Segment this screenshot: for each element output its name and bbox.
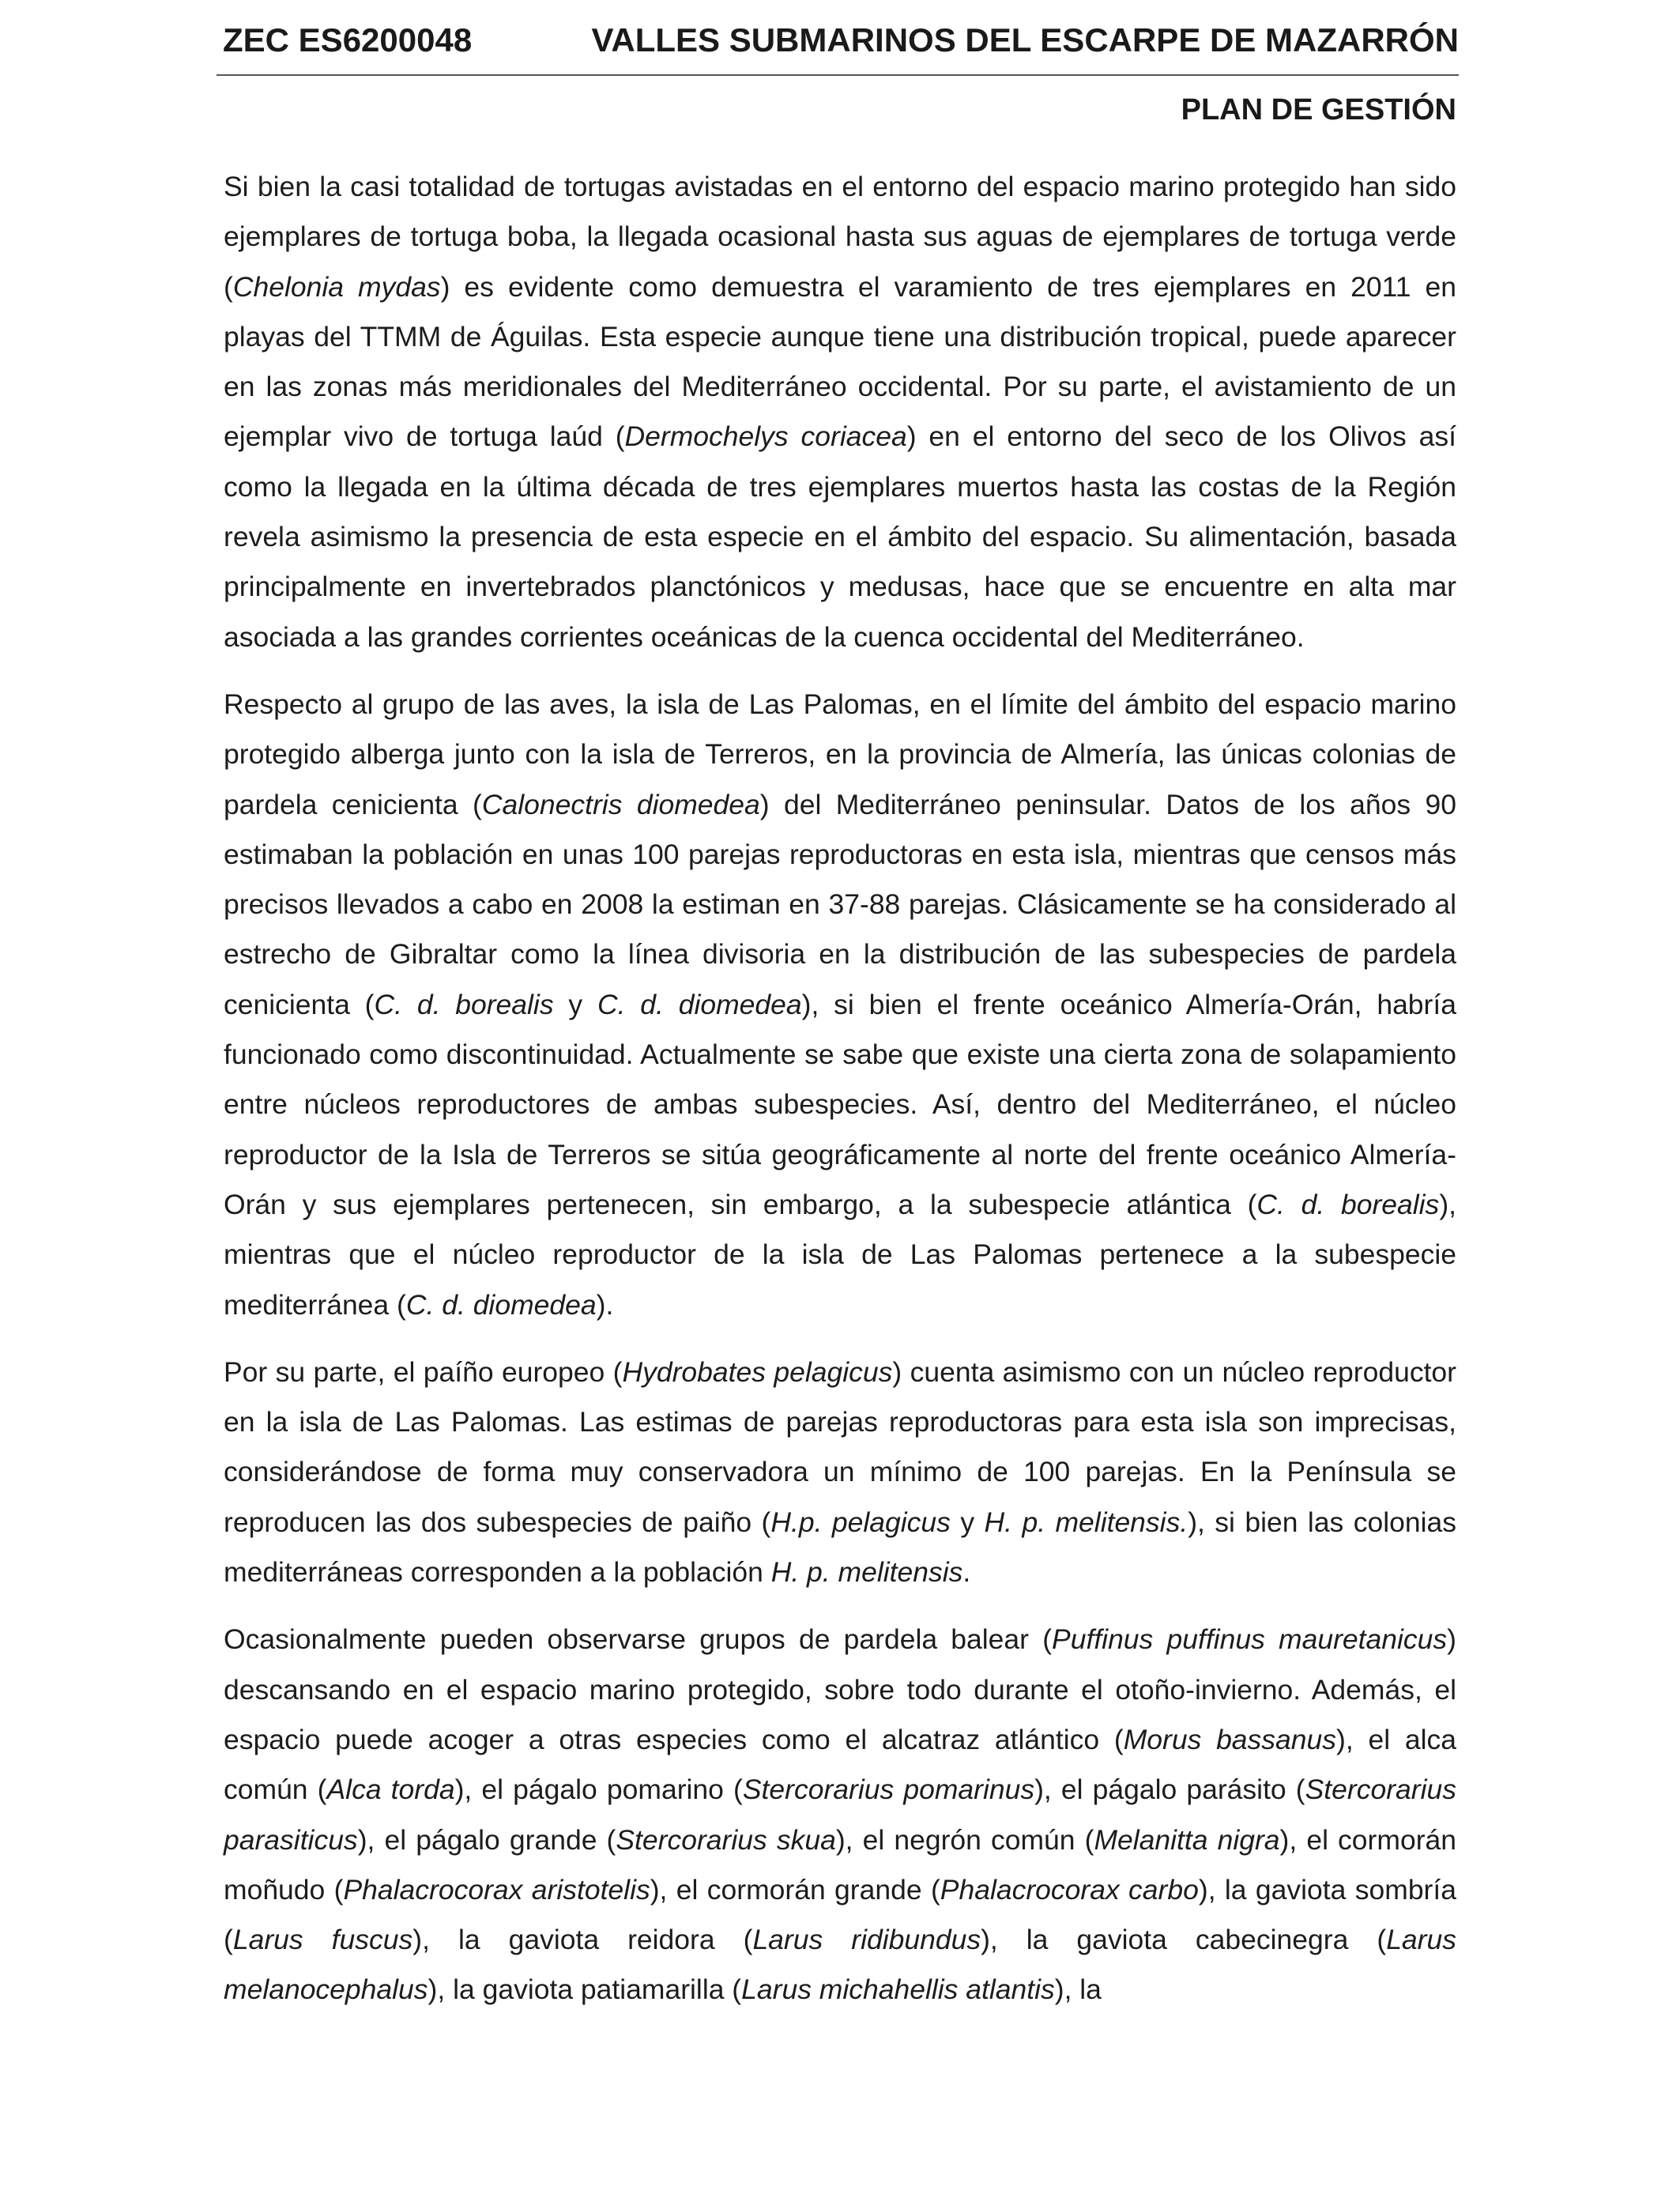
species-name: C. d. borealis [374,988,554,1020]
text-run: ), mientras que el núcleo reproductor de la isla de Las Palomas pertenece a la subespecie mediterránea ( [224,1188,1456,1321]
species-name: H.p. pelagicus [770,1506,951,1538]
species-name: C. d. diomedea [597,988,802,1020]
text-run: . [962,1556,971,1589]
text-run: ) cuenta asimismo con un núcleo reproductor en la isla de Las Palomas. Las estimas de parejas reproductoras para esta isla son imprecisas, considerándose de forma muy conservadora un mínimo de 100 parejas. En la Península se reproducen las dos subespecies de paiño ( [224,1355,1456,1538]
species-name: Alca torda [326,1774,455,1806]
species-name: Larus melanocephalus [224,1924,1456,2006]
species-name: Dermochelys coriacea [624,420,907,453]
species-name: Puffinus puffinus mauretanicus [1052,1623,1448,1656]
text-run: ) en el entorno del seco de los Olivos así como la llegada en la última década de tres ejemplares muertos hasta las costas de la Región revela asimismo la presencia de esta especie en el ámbito del espacio. Su alimentación, basada principalmente en invertebrados planctónicos y medusas, hace que se encuentre en alta mar asociada a las grandes corrientes oceánicas de la cuenca occidental del Mediterráneo. [224,420,1456,653]
running-header [223,8,1459,73]
species-name: Stercorarius pomarinus [742,1774,1035,1806]
species-name: Larus ridibundus [752,1924,981,1956]
text-run: ), el cormorán moñudo ( [224,1823,1456,1906]
paragraph [224,1348,1456,1597]
paragraph [224,162,1456,662]
text-run: y [950,1506,985,1538]
text-run: ), la gaviota patiamarilla ( [428,1973,742,2006]
species-name: H. p. melitensis. [984,1506,1188,1538]
species-name: Phalacrocorax aristotelis [343,1873,650,1906]
text-run: ) descansando en el espacio marino protegido, sobre todo durante el otoño-invierno. Además, el espacio puede acoger a otras especies como el alcatraz atlántico ( [224,1623,1456,1755]
text-run: ), la gaviota reidora ( [412,1924,753,1956]
document-type: PLAN DE GESTIÓN [1181,93,1456,126]
text-run: ), el alca común ( [224,1723,1456,1806]
text-run: ), el págalo parásito ( [1034,1774,1305,1806]
text-run: ), si bien el frente oceánico Almería-Orán, habría funcionado como discontinuidad. Actualmente se sabe que existe una cierta zona de solapamiento entre núcleos reproductores de ambas subespecies. Así, dentro del Mediterráneo, el núcleo reproductor de la Isla de Terreros se sitúa geográficamente al norte del frente oceánico Almería-Orán y sus ejemplares pertenecen, sin embargo, a la subespecie atlántica ( [224,988,1456,1220]
species-name: Stercorarius skua [616,1823,836,1856]
text-run: ), el págalo pomarino ( [454,1774,743,1806]
species-name: Larus michahellis atlantis [741,1973,1055,2006]
species-name: H. p. melitensis [770,1556,963,1589]
site-code: ZEC ES6200048 [223,21,473,58]
text-run: ), el cormorán grande ( [650,1873,940,1906]
species-name: Morus bassanus [1123,1723,1337,1755]
header-divider [217,74,1459,76]
species-name: C. d. borealis [1256,1188,1440,1220]
text-run: ). [596,1288,614,1321]
species-name: C. d. diomedea [405,1288,597,1321]
species-name: Calonectris diomedea [481,788,760,820]
species-name: Stercorarius parasiticus [224,1774,1456,1856]
site-title: VALLES SUBMARINOS DEL ESCARPE DE MAZARRÓN [591,21,1459,58]
species-name: Larus fuscus [232,1924,413,1956]
species-name: Phalacrocorax carbo [940,1873,1199,1906]
text-run: ), la gaviota sombría ( [224,1873,1456,1956]
species-name: Melanitta nigra [1094,1823,1280,1856]
text-run: ) del Mediterráneo peninsular. Datos de los años 90 estimaban la población en unas 100 parejas reproductoras en esta isla, mientras que censos más precisos llevados a cabo en 2008 la estiman en 37-88 parejas. Clásicamente se ha considerado al estrecho de Gibraltar como la línea divisoria en la distribución de las subespecies de pardela cenicienta ( [224,788,1456,1020]
species-name: Chelonia mydas [232,270,441,303]
text-run: Por su parte, el paíño europeo ( [224,1355,623,1388]
species-name: Hydrobates pelagicus [622,1355,893,1388]
text-run: y [553,988,597,1020]
text-run: ), la [1054,1973,1102,2006]
text-run: ), la gaviota cabecinegra ( [981,1924,1387,1956]
paragraph [224,680,1456,1330]
text-run: Ocasionalmente pueden observarse grupos de pardela balear ( [224,1623,1053,1656]
text-run: Si bien la casi totalidad de tortugas avistadas en el entorno del espacio marino protegido han sido ejemplares de tortuga boba, la llegada ocasional hasta sus aguas de ejemplares de tortuga verde ( [224,171,1456,303]
text-run: ), si bien las colonias mediterráneas corresponden a la población [224,1506,1456,1589]
text-run: Respecto al grupo de las aves, la isla de Las Palomas, en el límite del ámbito del espacio marino protegido alberga junto con la isla de Terreros, en la provincia de Almería, las únicas colonias de pardela cenicienta ( [224,688,1456,820]
text-run: ) es evidente como demuestra el varamiento de tres ejemplares en 2011 en playas del TTMM de Águilas. Esta especie aunque tiene una distribución tropical, puede aparecer en las zonas más meridionales del Mediterráneo occidental. Por su parte, el avistamiento de un ejemplar vivo de tortuga laúd ( [224,270,1456,453]
text-run: ), el págalo grande ( [357,1823,616,1856]
text-run: ), el negrón común ( [835,1823,1094,1856]
body-text [224,162,1456,2033]
paragraph [224,1615,1456,2015]
